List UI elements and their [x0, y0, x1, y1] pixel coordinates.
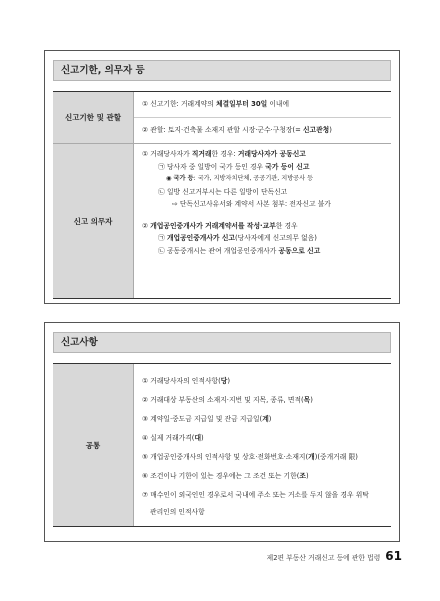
row-label: 신고기한 및 관할: [53, 92, 134, 143]
refusal-item: ㉡ 일방 신고거부시는 다른 일방이 단독신고: [158, 187, 288, 196]
row-content: [134, 364, 391, 526]
state-definition: ◉ 국가 등: 국가, 지방자치단체, 공공기관, 지방공사 등: [166, 175, 314, 182]
list-item: ② 거래대상 부동산의 소재지·지번 및 지목, 종류, 면적(목): [142, 396, 313, 404]
deadline-item: ① 신고기한: 거래계약의 체결일부터 30일 이내에: [142, 100, 290, 109]
list-item: ③ 계약일·중도금 지급일 및 잔금 지급일(계): [142, 415, 272, 423]
list-item: ④ 실제 거래가격(대): [142, 434, 204, 442]
table-row: [53, 144, 391, 298]
list-item: ⑥ 조건이나 기한이 있는 경우에는 그 조건 또는 기한(조): [142, 472, 309, 480]
chapter-title: 제2편 부동산 거래신고 등에 관한 법령: [266, 554, 381, 562]
page-number: 61: [385, 549, 402, 563]
direct-trade-item: ① 거래당사자가 직거래한 경우: 거래당사자가 공동신고: [142, 150, 306, 158]
page-footer: [267, 550, 402, 562]
list-item: ⑤ 개업공인중개사의 인적사항 및 상호·전화번호·소재지(개)(중개거래 限): [142, 453, 358, 461]
state-party-item: ㉠ 당사자 중 일방이 국가 등인 경우 국가 등이 신고: [158, 162, 310, 171]
table-row: [53, 92, 391, 144]
section-deadline-obligor: [44, 50, 400, 304]
joint-broker-item: ㉡ 공동중개시는 관여 개업공인중개사가 공동으로 신고: [158, 246, 321, 255]
broker-report-item: ㉠ 개업공인중개사가 신고(당사자에게 신고의무 없음): [158, 234, 317, 242]
jurisdiction-item: ② 관할: 토지·건축물 소재지 관할 시장·군수·구청장(= 신고관청): [134, 117, 391, 143]
section-title: 신고사항: [53, 332, 391, 353]
list-item-continued: 관리인의 인적사항: [150, 508, 205, 516]
list-item: ⑦ 매수인이 외국인인 경우로서 국내에 주소 또는 거소를 두지 않을 경우 위탁: [142, 491, 369, 499]
row-label: 공통: [53, 364, 134, 526]
report-items-table: [53, 363, 391, 527]
attachment-note: ⇨ 단독신고사유서와 계약서 사본 첨부: 전자신고 불가: [172, 200, 331, 208]
row-content: [134, 92, 391, 143]
row-content: [134, 144, 391, 298]
table-row: [53, 364, 391, 526]
broker-contract-item: ② 개업공인중개사가 거래계약서를 작성·교부한 경우: [142, 221, 298, 230]
section-report-items: [44, 322, 400, 542]
list-item: ① 거래당사자의 인적사항(당): [142, 377, 230, 385]
row-label: 신고 의무자: [53, 144, 134, 298]
deadline-table: [53, 91, 391, 299]
section-title: 신고기한, 의무자 등: [53, 60, 391, 81]
